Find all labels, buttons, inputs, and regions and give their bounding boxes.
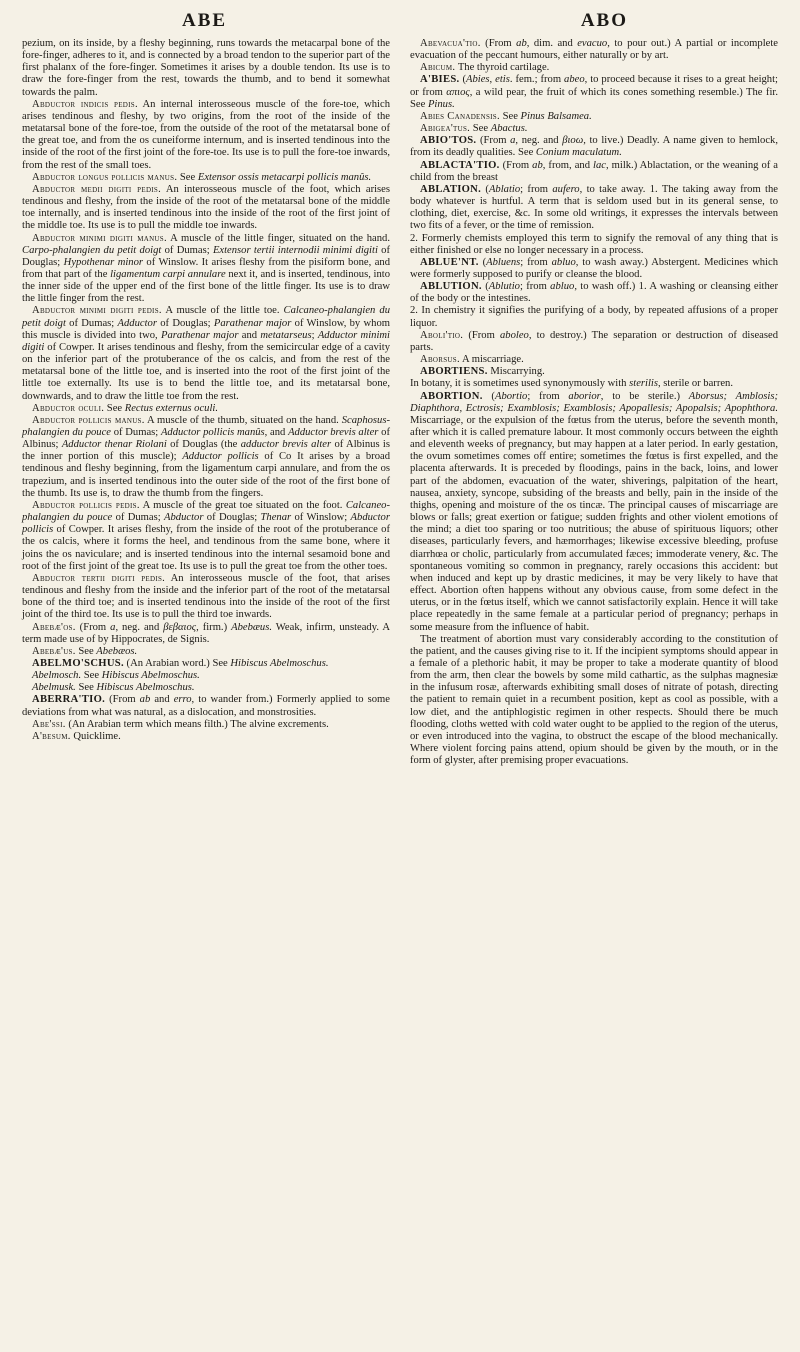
dictionary-entry (22, 682, 390, 694)
entry-italic-text: ab (532, 159, 543, 171)
dictionary-entry (22, 573, 390, 622)
entry-italic-text: evacuo (577, 38, 608, 49)
entry-headword: A'besum. (32, 730, 71, 742)
entry-text: next it, and is inserted, tendinous, into the inner side of the upper end of the first bone of the little finger. Its use is to draw the little finger from the rest. (22, 268, 391, 305)
entry-italic-text: abluo (550, 281, 575, 293)
entry-italic-text: Hypothenar minor (63, 256, 143, 268)
entry-text: of Co It arises by a broad tendinous and fleshy beginning, from the ligamentum carpi annulare, and from the os trapezium, and is inserted tendinous into the outer side of the root of the first bone of the thumb. Its use is, to draw the thumb from the fingers. (22, 451, 391, 499)
entry-text: ; from (527, 390, 569, 402)
entry-headword: Abductor medii digiti pedis. (32, 183, 162, 195)
entry-italic-text: ab (516, 38, 527, 49)
entry-text: See (177, 171, 198, 183)
dictionary-entry (410, 378, 778, 390)
entry-text: , from, and (542, 159, 594, 171)
entry-text: ( (459, 74, 466, 86)
entry-italic-text: Adductor pollicis (182, 451, 259, 463)
entry-italic-text: Adductor minimi digiti (22, 329, 390, 353)
entry-headword: ABLUE'NT. (420, 256, 479, 268)
entry-text: (From (480, 38, 517, 49)
entry-text: , to wash off.) 1. A washing or cleansing either of the body or the intestines. (410, 281, 779, 305)
entry-italic-text: erro (173, 694, 192, 706)
entry-text: of Douglas; (156, 317, 214, 329)
entry-headword: Abductor pollicis manus. (32, 414, 145, 426)
entry-headword: Abductor minimi digiti pedis. (32, 305, 162, 317)
entry-italic-text: etis (495, 74, 510, 86)
entry-text: The treatment of abortion must vary considerably according to the constitution of the patient, and the causes giving rise to it. If the incipient symptoms should appear in a female of a plethoric habit, it may be proper to take a moderate quantity of blood from the arm, then clear the bowels by some mild cathartic, as the sulphas magnesiæ in the infusum rosæ, afterwards exhibiting small doses of nitrate of potash, directing the patient to remain quiet in a recumbent position, kept as cool as possible, with a low diet, and the antiphlogistic regimen in other respects. Should there be much flooding, cloths wetted with cold water ought to be applied to the region of the uterus, or even introduced into the vagina, to obstruct the escape of the blood mechanically. Where violent forcing pains attend, opium should be given by the mouth, or in the form of glyster, after premising proper evacuations. (410, 633, 778, 767)
entry-text: , a wild pear, the fruit of which its cones something resemble.) The fir. See (410, 86, 778, 110)
entry-text: An interosseous muscle of the foot, which arises tendinous and fleshy, from the inside of the root of the metatarsal bone of the middle toe internally, and is inserted tendinous into the inside of the root of the first joint of the middle toe. Its use is to pull the middle toe inwards. (22, 183, 390, 232)
dictionary-entry (22, 233, 390, 306)
entry-italic-text: Conium maculatum. (535, 147, 622, 159)
entry-italic-text: abeo (564, 74, 585, 86)
entry-italic-text: metatarseus (260, 329, 312, 341)
entry-headword: Abevacua'tio. (420, 38, 481, 49)
entry-text: of Douglas; (22, 244, 390, 268)
dictionary-entry (22, 646, 390, 658)
entry-text: An interosseous muscle of the foot, that arises tendinous and fleshy from the inside and the inferior part of the root of the metatarsal bone of the third toe; and is inserted tendinous into the inside of the root of the first joint of the third toe. Its use is to pull the third toe inwards. (22, 572, 390, 621)
entry-italic-text: Abortio (494, 390, 528, 402)
entry-text: of Winslow, by whom this muscle is divided into two, (22, 317, 390, 341)
entry-text: ( (481, 183, 489, 195)
entry-text: Miscarrying. (487, 366, 545, 378)
entry-text: , to wander from.) Formerly applied to some deviations from what was natural, as a dislocation, and monstrosities. (22, 694, 391, 718)
entry-text: An internal interosseous muscle of the fore-toe, which arises tendinous and fleshy, by two origins, from the root of the inside of the metatarsal bone of the fore-toe, from the outside of the root of the metatarsal bone of the great toe, and from the os cuneiforme internum, and is inserted tendinous into the inside of the root of the first joint of the fore-toe. Its use is to pull the fore-toe inwards, from the rest of the small toes. (22, 98, 390, 171)
entry-italic-text: Extensor ossis metacarpi pollicis manûs. (197, 171, 372, 183)
entry-text: ( (482, 390, 495, 402)
entry-italic-text: Adductor thenar Riolani (61, 439, 167, 451)
entry-text: and (238, 329, 261, 341)
entry-text: See (499, 110, 521, 122)
entry-headword: ABLATION. (420, 183, 482, 195)
dictionary-entry (22, 172, 390, 184)
entry-italic-text: Extensor tertii internodii minimi digiti (212, 244, 378, 256)
entry-italic-text: Aborsus; Amblosis; Diaphthora, Ectrosis; Examblosis; Examblosis; Apopallesis; Apopalsis; Apophthora. (410, 390, 778, 414)
entry-text: See (75, 682, 97, 694)
entry-text: In botany, it is sometimes used synonymously with (410, 378, 630, 390)
entry-headword: Abductor pollicis pedis. (32, 499, 140, 511)
entry-italic-text: Abebæos. (96, 645, 138, 657)
dictionary-entry (410, 160, 778, 184)
entry-headword: A'BIES. (420, 74, 460, 86)
entry-italic-text: Carpo-phalangien du petit doigt (22, 244, 162, 256)
entry-italic-text: Abductor pollicis (22, 512, 390, 536)
entry-text: , to take away. 1. The taking away from the body whatever is hurtful. A term that is seldom used but in its general sense, to clothing, diet, exercise, &c. In some old writings, it expresses the intervals between two fits of a fever, or the time of remission. (410, 183, 778, 232)
entry-italic-text: ab (139, 694, 151, 706)
dictionary-entry (410, 354, 778, 366)
entry-italic-text: Pinus. (427, 98, 455, 110)
dictionary-entry (22, 184, 390, 233)
entry-headword: Abductor oculi. (32, 402, 105, 414)
entry-text: ; (311, 329, 318, 341)
dictionary-entry (410, 184, 778, 233)
entry-text: , neg. and (115, 621, 164, 633)
left-column (22, 38, 390, 767)
entry-text: , to proceed because it rises to a great height; or from (410, 74, 778, 98)
entry-text: , firm.) (196, 621, 232, 633)
dictionary-entry (410, 366, 778, 378)
entry-text: A muscle of the great toe situated on the foot. (139, 499, 346, 511)
entry-text: ; from (520, 183, 553, 195)
entry-italic-text: aboleo (499, 329, 529, 341)
entry-text: A muscle of the little toe. (161, 305, 284, 317)
entry-headword: Abicum. (420, 62, 456, 74)
entry-text: (From (476, 135, 511, 147)
entry-text: of Douglas; (203, 512, 261, 524)
dictionary-entry (22, 670, 390, 682)
dictionary-entry (410, 330, 778, 354)
entry-italic-text: Adductor pollicis manûs (160, 427, 265, 438)
entry-italic-text: Ablatio (488, 183, 521, 195)
entry-text: A muscle of the thumb, situated on the hand. (144, 414, 342, 426)
entry-italic-text: aborior (568, 390, 601, 402)
entry-text: of Cowper. It arises tendinous and fleshy, from the semicircular edge of a cavity on the inferior part of the protuberance of the os calcis, and from the rest of the metatarsal bone of the little toe, and is inserted into the root of the first joint of the little toe externally. Its use is to bend the little toe, and its metatarsal bone, downwards, and to draw the little toe from the rest. (22, 341, 390, 402)
entry-italic-text: Rectus externus oculi. (124, 402, 219, 414)
entry-italic-text: απιος (446, 86, 470, 98)
entry-text: See (104, 402, 125, 414)
header-left: ABE (182, 10, 228, 31)
entry-text: ; from (520, 256, 552, 268)
dictionary-entry (22, 500, 390, 573)
dictionary-entry (22, 658, 390, 670)
entry-text: See (75, 645, 97, 657)
entry-italic-text: Adductor brevis alter (288, 427, 379, 438)
entry-headword: Abductor longus pollicis manus. (32, 171, 178, 183)
entry-italic-text: Abductor (164, 512, 204, 524)
entry-italic-text: Scaphosus-phalangien du pouce (22, 414, 390, 438)
entry-text: , to live.) Deadly. A name given to hemlock, from its deadly qualities. See (410, 135, 778, 159)
entry-italic-text: adductor brevis alter (240, 439, 332, 451)
entry-italic-text: a (110, 621, 116, 633)
entry-text: , to destroy.) The separation or destruction of diseased parts. (410, 329, 778, 353)
right-column (410, 38, 778, 767)
running-header (22, 4, 778, 38)
entry-text: 2. Formerly chemists employed this term to signify the removal of any thing that is either finished or else no longer necessary in a process. (410, 232, 778, 256)
entry-italic-text: Parathenar major (161, 329, 239, 341)
dictionary-entry (22, 731, 390, 743)
entry-text: of Albinus is the inner portion of this muscle); (22, 439, 390, 463)
entry-headword: Abigea'tus. (420, 123, 471, 135)
entry-text: Weak, infirm, unsteady. A term made use of by Hippocrates, de Signis. (22, 621, 391, 645)
entry-headword: Abies Canadensis. (420, 110, 500, 122)
entry-headword: Abductor tertii digiti pedis. (32, 572, 166, 584)
entry-italic-text: Abelmosch. (32, 670, 82, 682)
dictionary-entry (22, 305, 390, 402)
entry-text: (From (463, 329, 500, 341)
entry-headword: ABIO'TOS. (420, 135, 477, 147)
entry-text: of Douglas (the (166, 439, 241, 451)
entry-text: Miscarriage, or the expulsion of the fœtus from the uterus, before the seventh month, after which it is called premature labour. It most commonly occurs between the eighth and eleventh weeks of pregnancy, but may happen at a later period. In early gestation, the ovum sometimes comes off entire; sometimes the fœtus is first expelled, and the placenta afterwards. It is preceded by floodings, pains in the back, loins, and lower part of the abdomen, evacuation of the water, shiverings, palpitation of the heart, nausea, anxiety, syncope, subsiding of the breasts and belly, pain in the inside of the thighs, opening and moisture of the os tincæ. The principal causes of miscarriage are blows or falls; great exertion or fatigue; sudden frights and other violent emotions of the mind; a diet too sparing or too nutritious; the abuse of spirituous liquors; other diseases, particularly fevers, and hæmorrhages; likewise excessive bleeding, profuse diarrhœa or cholic, particularly from accumulated fæces; immoderate venery, &c. The spontaneous vomiting so common in pregnancy, rarely occasions this accident: but when induced and kept up by drastic medicines, it may be very likely to have that effect. Abortion often happens without any obvious cause, from some defect in the uterus, or in the fœtus itself, which we cannot satisfactorily explain. Hence it will take place repeatedly in the same female at a particular period of pregnancy; perhaps in some measure from the influence of habit. (410, 414, 778, 633)
entry-text: A miscarriage. (459, 354, 524, 366)
dictionary-entry (410, 74, 778, 110)
entry-italic-text: Abies (465, 74, 490, 86)
entry-headword: ABERRA'TIO. (32, 694, 106, 706)
entry-text: of Dumas; (65, 317, 118, 329)
entry-italic-text: Abebæus. (231, 621, 272, 633)
entry-text: . fem.; from (509, 74, 565, 86)
entry-text: of Albinus; (22, 427, 390, 451)
entry-italic-text: Abluens (486, 256, 521, 268)
entry-headword: ABORTIENS. (420, 366, 488, 378)
dictionary-entry (410, 111, 778, 123)
entry-text: , (489, 74, 496, 86)
entry-italic-text: Hibiscus Abelmoschus. (230, 657, 329, 669)
entry-italic-text: aufero (552, 183, 580, 195)
entry-italic-text: sterilis (629, 378, 658, 390)
entry-text: , to be sterile.) (600, 390, 689, 402)
entry-italic-text: Calcaneo-phalangien du petit doigt (22, 305, 390, 329)
entry-text: of Cowper. It arises fleshy, from the inside of the root of the protuberance of the os calcis, where it forms the heel, and tendinous from the same bone, where it joins the os naviculare; and is inserted tendinous into the internal sesamoid bone and root of the first joint of the great toe. Its use is to pull the great toe from the other toes. (22, 524, 390, 572)
columns (22, 38, 778, 767)
entry-headword: Abebæ'os. (32, 621, 76, 633)
entry-text: Quicklime. (70, 730, 121, 742)
dictionary-entry (410, 38, 778, 62)
dictionary-entry (410, 391, 778, 634)
entry-headword: Abe'ssi. (32, 718, 66, 730)
entry-italic-text: Calcaneo-phalangien du pouce (22, 499, 390, 524)
entry-italic-text: Hibiscus Abelmoschus. (101, 670, 200, 682)
entry-italic-text: Thenar (260, 512, 292, 524)
entry-text: (From (75, 621, 111, 633)
entry-text: of Dumas; (161, 244, 213, 256)
entry-italic-text: a (510, 135, 516, 147)
entry-headword: Abductor indicis pedis. (32, 98, 138, 110)
entry-text: See (470, 123, 491, 135)
entry-italic-text: ligamentum carpi annulare (110, 268, 226, 280)
entry-text: 2. In chemistry it signifies the purifying of a body, by repeated affusions of a proper liquor. (410, 305, 778, 329)
entry-headword: Abductor minimi digiti manus. (32, 232, 167, 244)
dictionary-entry (22, 622, 390, 646)
entry-italic-text: Parathenar major (213, 317, 292, 329)
entry-text: (An Arabian term which means filth.) The alvine excrements. (65, 718, 329, 730)
entry-headword: ABLUTION. (420, 281, 482, 293)
entry-text: of Dumas; (111, 427, 161, 438)
entry-italic-text: Hibiscus Abelmoschus. (96, 682, 195, 694)
entry-text: , dim. and (526, 38, 578, 49)
dictionary-entry (410, 135, 778, 159)
entry-text: of Winslow. It arises fleshy from the pisiform bone, and from that part of the (22, 256, 390, 280)
dictionary-entry (410, 305, 778, 329)
entry-italic-text: abluo (551, 256, 576, 268)
entry-italic-text: Ablutio (488, 281, 520, 293)
entry-italic-text: Pinus Balsamea. (520, 110, 592, 122)
entry-text: , sterile or barren. (657, 378, 733, 390)
dictionary-entry (410, 257, 778, 281)
entry-text: , neg. and (515, 135, 563, 147)
entry-italic-text: βιοω (562, 135, 584, 147)
entry-italic-text: Adductor (117, 317, 157, 329)
entry-text: ( (481, 281, 489, 293)
entry-text: , and (264, 427, 289, 438)
entry-italic-text: Abactus. (490, 123, 528, 135)
entry-italic-text: lac (593, 159, 606, 171)
entry-text: (From (105, 694, 140, 706)
entry-headword: ABORTION. (420, 390, 483, 402)
entry-text: of Winslow; (291, 512, 351, 524)
dictionary-entry (22, 415, 390, 500)
dictionary-entry (22, 403, 390, 415)
entry-text: , to wash away.) Abstergent. Medicines which were formerly supposed to purify or cleanse the blood. (410, 256, 778, 280)
dictionary-entry (410, 62, 778, 74)
entry-headword: Aboli'tio. (420, 329, 464, 341)
entry-text: , milk.) Ablactation, or the weaning of a child from the breast (410, 159, 779, 183)
dictionary-entry (22, 38, 390, 99)
entry-headword: ABELMO'SCHUS. (32, 657, 124, 669)
entry-text: See (81, 670, 102, 682)
dictionary-entry (410, 123, 778, 135)
dictionary-entry (22, 694, 390, 718)
entry-text: and (150, 694, 174, 706)
entry-text: pezium, on its inside, by a fleshy beginning, runs towards the metacarpal bone of the fore-finger, adheres to it, and is connected by a broad tendon to the superior part of the first phalanx of the fore-finger. Sometimes it arises by a double tendon. Its use is to draw the fore-finger from the rest, towards the thumb, and to bend it somewhat towards the palm. (22, 38, 390, 98)
entry-headword: ABLACTA'TIO. (420, 159, 500, 171)
entry-italic-text: βεβαιος (163, 621, 197, 633)
dictionary-entry (410, 634, 778, 768)
entry-headword: Aborsus. (420, 354, 460, 366)
entry-text: A muscle of the little finger, situated on the hand. (166, 232, 390, 244)
entry-text: (An Arabian word.) See (123, 657, 231, 669)
entry-text: ; from (519, 281, 551, 293)
entry-text: (From (499, 159, 533, 171)
entry-text: , to pour out.) A partial or incomplete evacuation of the peccant humours, either naturally or by art. (410, 38, 778, 62)
dictionary-entry (22, 99, 390, 172)
entry-headword: Abebæ'us. (32, 645, 76, 657)
dictionary-entry (410, 281, 778, 305)
entry-text: of Dumas; (112, 512, 165, 524)
entry-text: The thyroid cartilage. (455, 62, 550, 74)
dictionary-entry (22, 719, 390, 731)
header-right: ABO (580, 10, 628, 31)
entry-text: ( (478, 256, 487, 268)
entry-italic-text: Abelmusk. (32, 682, 76, 694)
dictionary-entry (410, 233, 778, 257)
